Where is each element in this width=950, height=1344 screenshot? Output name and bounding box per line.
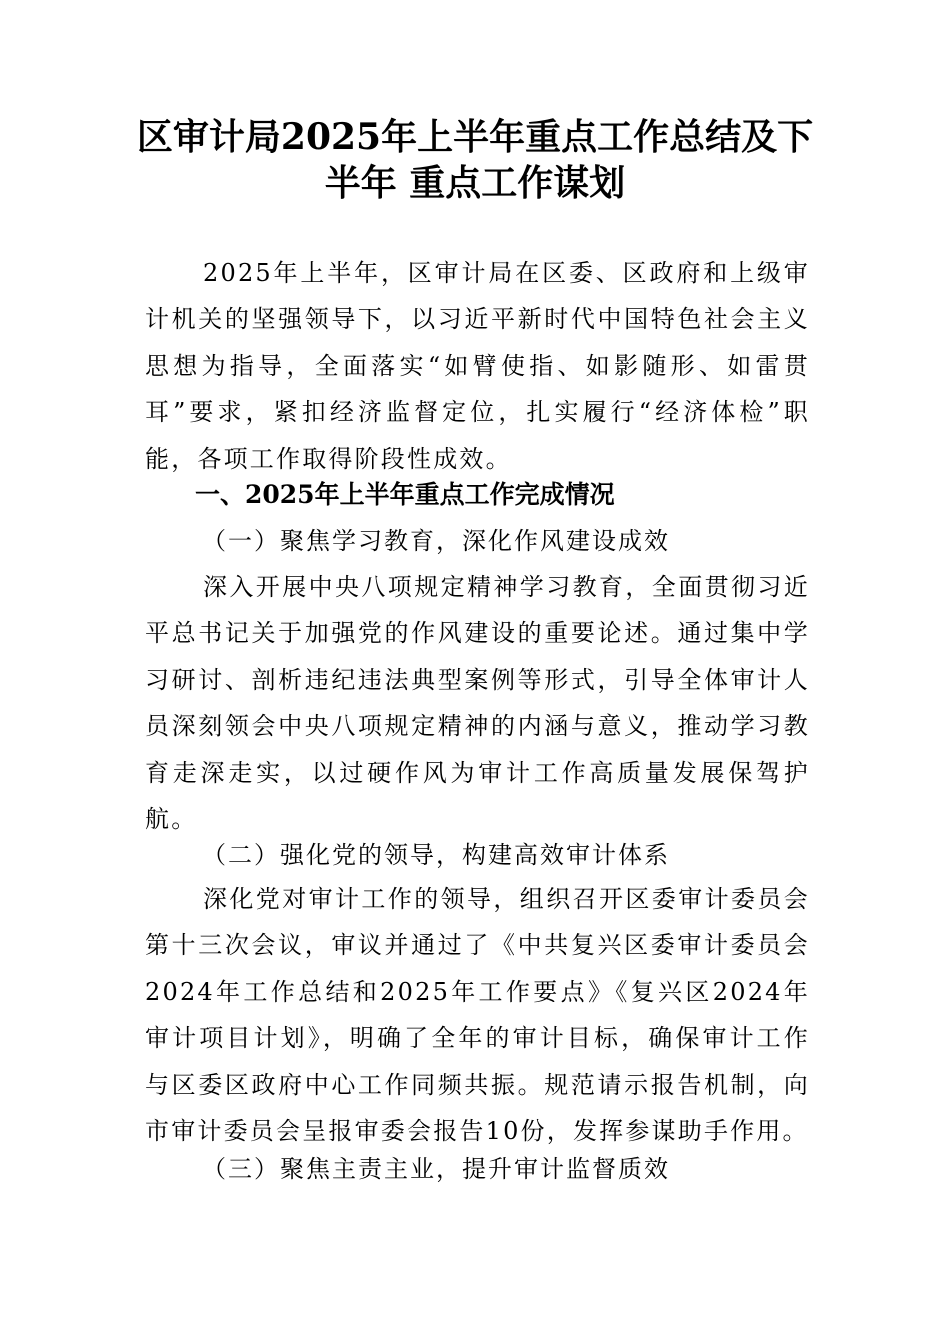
section-1-heading: 一、2025年上半年重点工作完成情况 [195, 480, 615, 509]
document-title-line-1: 区审计局2025年上半年重点工作总结及下 [136, 116, 814, 158]
subsection-2-paragraph: 深化党对审计工作的领导，组织召开区委审计委员会第十三次会议，审议并通过了《中共复兴区委审计委员会2024年工作总结和2025年工作要点》《复兴区2024年审计项目计划》，明确了全年的审计目标，确保审计工作与区委区政府中心工作同频共振。规范请示报告机制，向市审计委员会呈报审委会报告10份，发挥参谋助手作用。 [145, 885, 810, 1146]
intro-paragraph: 2025年上半年，区审计局在区委、区政府和上级审计机关的坚强领导下，以习近平新时代中国特色社会主义思想为指导，全面落实“如臂使指、如影随形、如雷贯耳”要求，紧扣经济监督定位，扎实履行“经济体检”职能，各项工作取得阶段性成效。 [145, 259, 810, 473]
subsection-1-paragraph: 深入开展中央八项规定精神学习教育，全面贯彻习近平总书记关于加强党的作风建设的重要论述。通过集中学习研讨、剖析违纪违法典型案例等形式，引导全体审计人员深刻领会中央八项规定精神的内涵与意义，推动学习教育走深走实，以过硬作风为审计工作高质量发展保驾护航。 [145, 573, 810, 834]
subsection-3-heading: （三）聚焦主责主业，提升审计监督质效 [202, 1155, 670, 1183]
document-title-line-2: 半年 重点工作谋划 [324, 162, 626, 204]
subsection-2-heading: （二）强化党的领导，构建高效审计体系 [202, 841, 670, 869]
subsection-1-heading: （一）聚焦学习教育，深化作风建设成效 [202, 527, 670, 555]
